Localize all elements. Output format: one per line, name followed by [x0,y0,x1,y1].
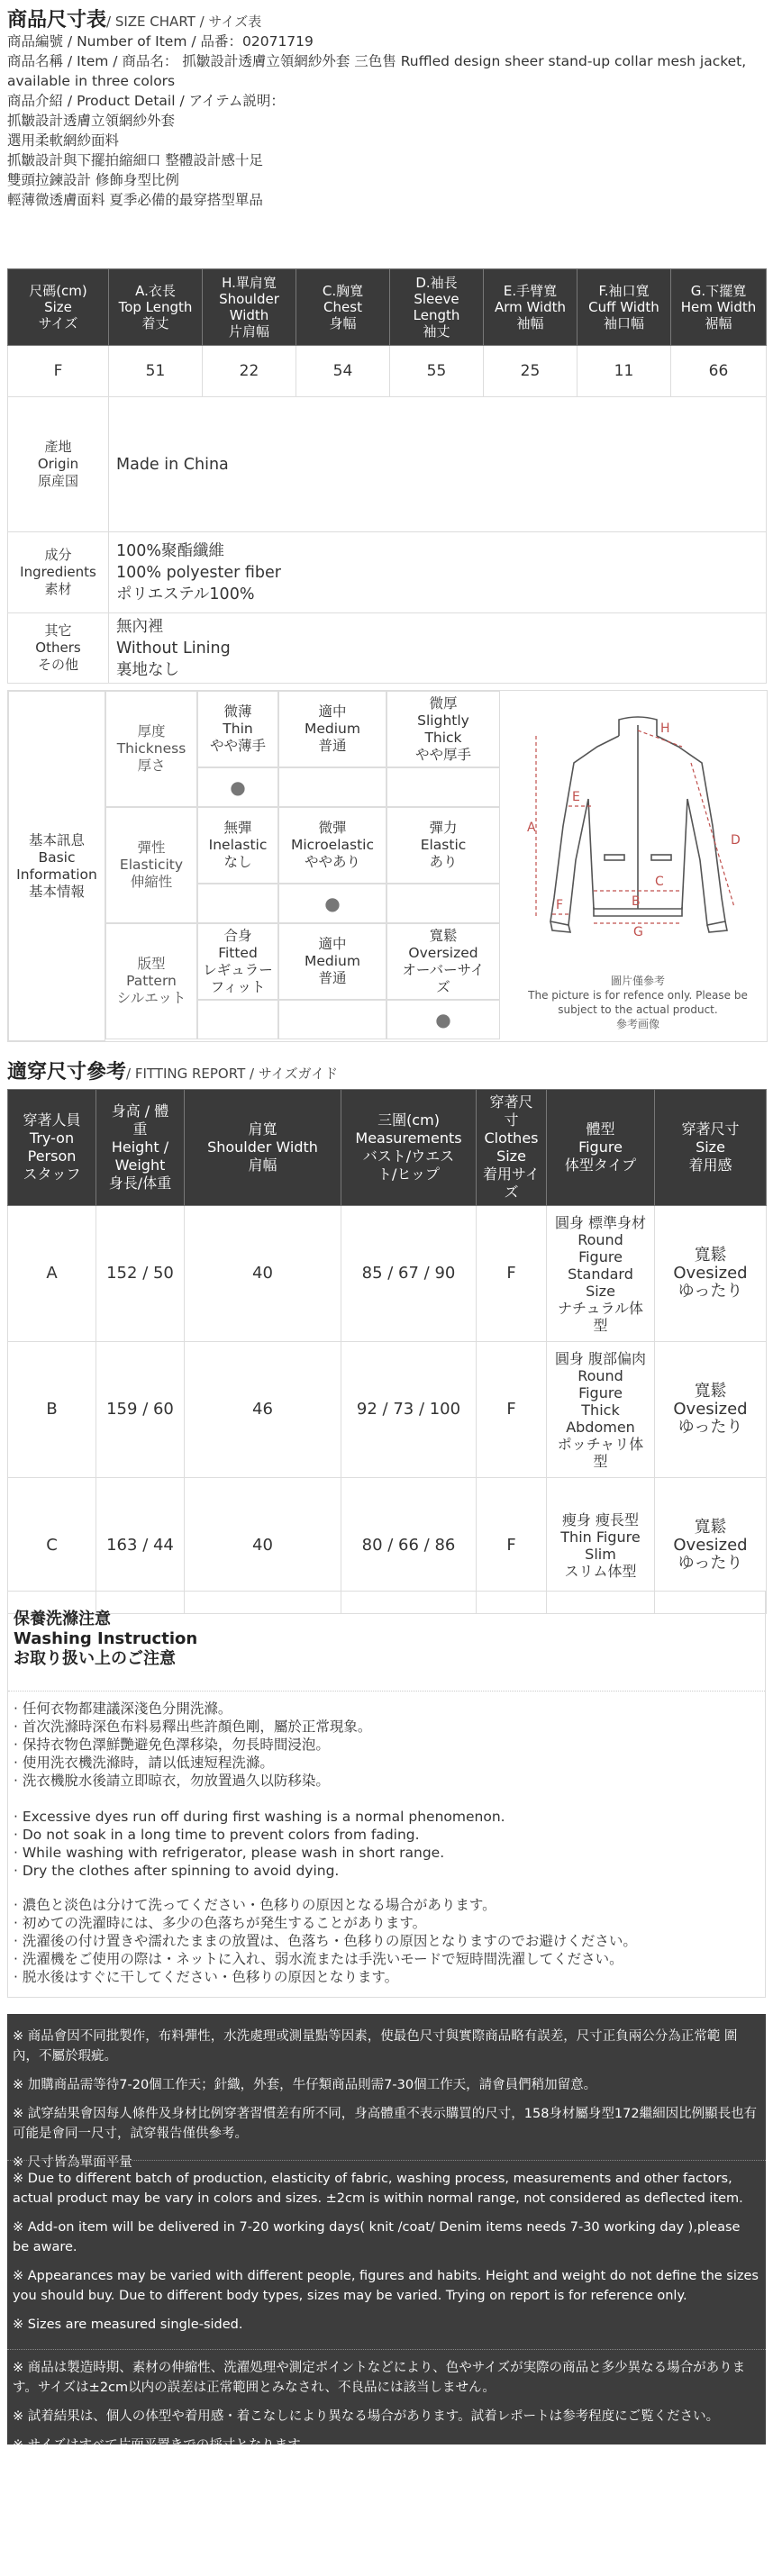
fitting-figure-text: Thin Figure [560,1528,641,1546]
fitting-header-cell [655,1090,767,1206]
fitting-header-text: 身長/体重 [108,1175,172,1192]
washing-list-zh [14,1700,371,1790]
product-info-line: 雙頭拉鍊設計 修飾身型比例 [7,172,179,188]
fitting-size: F [477,1342,547,1478]
washing-list-en [14,1808,505,1880]
fitting-measurements: 85 / 67 / 90 [341,1206,477,1342]
figure-caption-line: 圖片僅參考 [610,975,665,987]
fitting-header-text: Size [496,1147,526,1165]
size-chart-table [7,268,766,684]
basic-option-text: あり [429,854,458,870]
fitting-size: F [477,1206,547,1342]
fitting-fit-text: 寬鬆 [694,1382,727,1401]
fitting-height-weight: 152 / 50 [96,1206,185,1342]
fitting-header-cell [341,1090,477,1206]
figure-caption-line: subject to the actual product. [558,1003,718,1016]
product-info-line: 抓皺設計透膚立領網紗外套 [7,113,176,129]
note-item-ja: ※ 商品は製造時期、素材の伸縮性、洗濯処理や測定ポイントなどにより、色やサイズが実際の商品と多少異なる場合がありま す。サイズは±2cm以内の誤差は正常範囲とみなされ、不良品には該当しません。 [13,2361,746,2395]
size-header-text: E.手臂寬 [503,283,558,299]
basic-option [278,807,386,884]
basic-option-marker [197,1000,278,1039]
basic-info-label-text: Basic [38,848,76,866]
size-value-cell: 54 [296,346,390,397]
size-header-cell [109,269,203,346]
figure-caption-line: The picture is for refence only. Please be [528,989,748,1002]
fitting-header-cell [8,1090,96,1206]
fitting-header-text: スタッフ [23,1166,81,1183]
fitting-height-weight: 159 / 60 [96,1342,185,1478]
washing-item-ja: · 洗濯後の付け置きや濡れたままの放置は、色落ち・色移りの原因となりますのでお避けください。 [14,1933,637,1949]
figure-letter-D: D [731,833,741,848]
basic-option [197,807,278,884]
fitting-header-text: Figure [578,1138,623,1156]
fitting-header-text: 穿著尺 [489,1093,533,1111]
fitting-header-text: Size [696,1138,725,1156]
fitting-header-cell [185,1090,341,1206]
size-chart-title: 商品尺寸表 [7,9,107,32]
fitting-shoulder: 40 [185,1478,341,1614]
size-header-text: Cuff Width [588,299,659,315]
basic-option [386,691,500,767]
note-item-en: ※ Due to different batch of production, elasticity of fabric, washing process, measurements and other factors, actual product may be vary in colors and sizes. ±2cm is within normal range, not considered as deflected item. [13,2172,743,2206]
washing-item-zh: · 使用洗衣機洗滌時，請以低速短程洗滌。 [14,1755,274,1771]
fitting-figure-text: Figure [578,1247,623,1265]
fitting-figure-text: 瘦身 瘦長型 [561,1511,640,1528]
fitting-header-text: Measurements [355,1129,462,1147]
fitting-header-text: 着用サイ [483,1166,540,1183]
size-header-text: 袖丈 [423,323,450,340]
basic-option [386,807,500,884]
basic-option-text: Thick [424,729,462,746]
basic-option-text: 普通 [318,738,347,754]
notes-en [13,2169,760,2344]
washing-heading-line: Washing Instruction [14,1629,198,1648]
basic-option-text: ズ [436,978,450,995]
figure-caption [511,974,765,1031]
size-header-text: Shoulder [219,291,279,307]
size-value-cell: 55 [390,346,484,397]
basic-option-text: なし [223,854,252,870]
others-label-text: その他 [37,657,78,673]
figure-letter-C: C [655,875,664,889]
fitting-header-cell [477,1090,547,1206]
basic-attr-name-text: 彈性 [137,839,166,856]
fitting-fit-text: Ovesized [673,1400,748,1419]
washing-instruction-panel [7,1591,766,1998]
size-header-text: サイズ [38,315,78,331]
basic-option-text: 普通 [318,970,347,986]
jacket-diagram-icon [511,700,765,970]
fitting-row [8,1342,767,1478]
ingredients-label-text: 素材 [44,581,72,597]
fitting-fit-text: Ovesized [673,1264,748,1283]
size-header-text: C.胸寬 [322,283,364,299]
washing-item-ja: · 初めての洗濯時には、多少の色落ちが発生することがあります。 [14,1915,427,1931]
notes-ja [13,2358,760,2464]
size-header-text: Sleeve [414,291,459,307]
size-header-text: Size [44,299,72,315]
origin-label-text: 原産国 [37,473,78,489]
fitting-figure-text: Figure [578,1383,623,1401]
basic-option-text: Slightly [417,712,469,729]
fitting-fit-text: ゆったり [678,1554,743,1573]
fitting-header-row [8,1090,767,1206]
size-header-text: Length [413,307,460,323]
size-header-text: Chest [323,299,362,315]
basic-option-text: Medium [305,953,360,969]
size-value-cell: 25 [484,346,577,397]
basic-info-panel [7,690,768,1042]
basic-option-text: Microelastic [290,837,375,853]
basic-attr-name-text: 厚さ [137,757,166,774]
washing-item-ja: · 濃色と淡色は分けて洗ってください・色移りの原因となる場合があります。 [14,1897,496,1913]
size-header-text: Arm Width [494,299,567,315]
size-value-cell: 51 [109,346,203,397]
fitting-figure [547,1206,655,1342]
fitting-header-text: 體型 [586,1120,615,1138]
size-header-cell [296,269,390,346]
fitting-fit [655,1342,767,1478]
fitting-size: F [477,1478,547,1614]
others-label-text: Others [35,639,81,656]
ingredients-label [8,532,109,613]
size-header-text: 袖口幅 [603,315,644,331]
basic-option-text: ややあり [304,854,360,870]
fitting-person: C [8,1478,96,1614]
basic-option [278,691,386,767]
basic-attr-name-text: Thickness [116,740,186,757]
fitting-header-text: 体型タイプ [564,1156,637,1174]
figure-letter-F: F [556,898,564,912]
fitting-measurements: 92 / 73 / 100 [341,1342,477,1478]
figure-letter-A: A [527,821,536,835]
fitting-figure-text: Round [577,1366,623,1384]
others-value-text: 無內裡 [116,617,164,636]
figure-caption-line: 參考画像 [615,1018,659,1030]
washing-item-zh: · 洗衣機脫水後請立即晾衣，勿放置過久以防移染。 [14,1773,330,1789]
fitting-figure-text: Size [586,1282,615,1300]
product-info-line: 抓皺設計與下擺拍縮細口 整體設計感十足 [7,152,263,168]
washing-heading-line: 保養洗滌注意 [14,1610,111,1628]
others-label-text: 其它 [44,622,72,639]
note-item-zh: ※ 商品會因不同批製作，布料彈性，水洗處理或測量點等因素，使最色尺寸與實際商品略有誤差，尺寸正負兩公分為正常範 圍內，不屬於瑕疵。 [13,2029,738,2064]
fitting-figure-text: ポッチャリ体 [557,1435,644,1453]
product-info-line: 商品編號 / Number of Item / 品番：02071719 [7,33,314,50]
size-value-cell: 11 [577,346,671,397]
fitting-header-text: 穿著尺寸 [681,1120,740,1138]
size-header-cell [577,269,671,346]
basic-option-text: オーバーサイ [402,961,485,978]
fitting-figure-text: ナチュラル体 [557,1299,644,1317]
origin-label [8,397,109,532]
origin-value: Made in China [109,397,767,532]
washing-heading [14,1610,197,1669]
basic-option-marker [386,767,500,807]
basic-option-text: フィット [210,978,266,995]
basic-option-text: Medium [305,721,360,737]
basic-option [197,691,278,767]
basic-option-marker: ● [386,1000,500,1039]
basic-option-text: やや薄手 [209,738,266,754]
size-data-row [8,346,767,397]
fitting-header-cell [96,1090,185,1206]
size-value-cell: 22 [203,346,296,397]
size-header-text: A.衣長 [135,283,176,299]
size-header-text: H.單肩寬 [222,275,277,291]
notes-panel [7,2014,766,2453]
fitting-figure-text: 圓身 標準身材 [554,1213,647,1231]
basic-attr-name-text: 版型 [137,956,166,972]
note-item-zh: ※ 加購商品需等待7-20個工作天；針織，外套，牛仔類商品則需7-30個工作天，請會員們稍加留意。 [13,2078,597,2092]
fitting-figure-text: 型 [593,1316,608,1334]
fitting-row [8,1206,767,1342]
fitting-fit-text: 寬鬆 [694,1246,727,1265]
fitting-figure [547,1342,655,1478]
size-header-text: 尺碼(cm) [29,283,87,299]
washing-heading-line: お取り扱い上のご注意 [14,1649,176,1668]
product-info-line: 商品介紹 / Product Detail / アイテム説明： [7,93,285,109]
size-header-text: Hem Width [680,299,757,315]
basic-option-marker [197,884,278,923]
others-label [8,613,109,684]
note-item-ja: ※ 試着結果は、個人の体型や着用感・着こなしにより異なる場合があります。試着レポートは参考程度にご覧ください。 [13,2409,720,2424]
basic-info-label [8,691,105,1041]
basic-info-label-text: 基本訊息 [28,831,85,848]
fitting-header-text: Try-on [29,1129,75,1147]
basic-option-marker: ● [197,767,278,807]
ingredients-label-text: 成分 [44,547,72,563]
basic-option-text: 微薄 [223,703,252,720]
product-info-line: 商品名稱 / Item / 商品名： 抓皺設計透膚立領網紗外套 三色售 Ruffled design sheer stand-up collar mesh jacket, [7,53,747,69]
size-header-cell [484,269,577,346]
basic-option-text: Inelastic [208,837,268,853]
size-header-row [8,269,767,346]
basic-info-label-text: 基本情報 [28,883,85,900]
basic-option-marker: ● [278,884,386,923]
size-chart-subtitle: / SIZE CHART / サイズ表 [106,14,262,30]
fitting-person: A [8,1206,96,1342]
washing-list-ja [14,1896,637,1986]
basic-option [197,923,278,1000]
note-item-en: ※ Sizes are measured single-sided. [13,2317,243,2332]
size-value-cell: 66 [671,346,767,397]
fitting-figure-text: 型 [593,1452,608,1470]
fitting-header-text: 肩幅 [248,1156,277,1174]
fitting-shoulder: 46 [185,1342,341,1478]
fitting-shoulder: 40 [185,1206,341,1342]
ingredients-value-text: ポリエステル100% [116,585,255,603]
basic-attr-name-text: Elasticity [119,857,184,873]
fitting-header-text: 肩寬 [248,1120,277,1138]
fitting-header-text: Shoulder Width [207,1138,318,1156]
fitting-header-text: ト/ヒップ [377,1166,440,1183]
size-header-cell [671,269,767,346]
size-header-cell [390,269,484,346]
basic-option-text: 微厚 [429,694,458,712]
fitting-figure-text: スリム体型 [564,1563,637,1580]
basic-option-marker [278,767,386,807]
fitting-figure-text: Round [577,1230,623,1248]
basic-option-text: 微彈 [318,820,347,836]
size-header-text: 裾幅 [705,315,732,331]
size-header-text: Width [229,307,269,323]
origin-label-text: Origin [37,456,79,472]
size-header-cell [203,269,296,346]
basic-option-text: 適中 [318,703,347,720]
washing-item-zh: · 首次洗滌時深色布料易釋出些許顏色剛，屬於正常現象。 [14,1719,372,1735]
size-value-cell: F [8,346,109,397]
note-item-ja: ※ サイズはすべて片面平置きでの採寸となります。 [13,2438,314,2453]
fitting-person: B [8,1342,96,1478]
size-header-text: Top Length [118,299,193,315]
notes-zh [13,2027,760,2181]
ingredients-value-text: 100% polyester fiber [116,563,281,582]
basic-option-marker [278,1000,386,1039]
fitting-header-text: 穿著人員 [23,1111,81,1129]
basic-option [278,923,386,1000]
basic-attr-name-text: Pattern [126,973,177,989]
fitting-header-text: Height / [111,1138,169,1156]
fitting-header-text: 身高 / 體 [111,1102,169,1120]
ingredients-value-text: 100%聚酯纖維 [116,541,225,560]
ingredients-label-text: Ingredients [20,564,96,580]
product-header [7,11,766,210]
fitting-header-text: バスト/ウエス [362,1147,455,1165]
fitting-measurements: 80 / 66 / 86 [341,1478,477,1614]
size-header-text: D.袖長 [415,275,458,291]
product-info-line: 選用柔軟網紗面料 [7,132,120,149]
size-header-text: G.下擺寬 [690,283,747,299]
ingredients-value [109,532,767,613]
basic-option-text: 無彈 [223,820,252,836]
washing-item-zh: · 保持衣物色澤鮮艷避免色澤移染，勿長時間浸泡。 [14,1737,330,1753]
fitting-title-text: 適穿尺寸參考 [7,1061,127,1084]
washing-item-en: · While washing with refrigerator, please wash in short range. [14,1845,445,1861]
washing-item-en: · Dry the clothes after spinning to avoid dying. [14,1863,340,1879]
fitting-header-text: ズ [504,1184,519,1201]
fitting-fit-text: Ovesized [673,1536,748,1555]
fitting-header-text: 三圍(cm) [377,1111,440,1129]
washing-item-en: · Do not soak in a long time to prevent colors from fading. [14,1827,420,1843]
fitting-figure-text: Abdomen [566,1418,635,1436]
size-header-text: 着丈 [141,315,169,331]
basic-option-text: 適中 [318,936,347,952]
basic-attr-name-text: シルエット [116,990,186,1006]
basic-attr-name [105,807,197,923]
washing-item-zh: · 任何衣物都建議深淺色分開洗滌。 [14,1701,232,1717]
fitting-header-text: Person [27,1147,77,1165]
size-header-text: 片肩幅 [228,323,269,340]
product-info-line: available in three colors [7,73,176,89]
basic-attr-name-text: 伸縮性 [130,874,173,890]
size-header-text: F.袖口寬 [598,283,650,299]
fitting-figure-text: Thick [581,1401,620,1419]
basic-info-label-text: Information [16,866,97,883]
figure-letter-H: H [660,721,670,736]
fitting-header-text: 着用感 [688,1156,732,1174]
others-value-text: 裏地なし [116,660,179,679]
basic-attr-name [105,923,197,1039]
fitting-subtitle: / FITTING REPORT / サイズガイド [126,1066,339,1082]
fitting-figure-text: Slim [585,1546,616,1563]
note-item-zh: ※ 尺寸皆為單面平量 [13,2155,132,2170]
basic-option-text: レギュラー [203,961,273,978]
fitting-fit-text: ゆったり [678,1418,743,1437]
fitting-fit-text: 寬鬆 [694,1518,727,1537]
note-item-zh: ※ 試穿結果會因每人條件及身材比例穿著習慣差有所不同，身高體重不表示購買的尺寸，158身材屬身型172繼細因比例顯長也有可能是會同一尺寸，試穿報告僅供參考。 [13,2107,758,2141]
fitting-figure-text: 圓身 腹部偏肉 [554,1349,647,1367]
fitting-fit [655,1206,767,1342]
size-header-text: 身幅 [329,315,357,331]
fitting-report-title [7,1057,766,1084]
fitting-header-text: Clothes [484,1129,539,1147]
basic-option-text: 彈力 [429,820,458,836]
basic-option-marker [386,884,500,923]
washing-item-en: · Excessive dyes run off during first washing is a normal phenomenon. [14,1809,505,1825]
basic-option-text: 合身 [223,927,252,944]
fitting-figure-text: Standard [568,1265,633,1283]
fitting-report-table [7,1089,766,1614]
others-value [109,613,767,684]
fitting-header-text: 重 [132,1120,148,1138]
basic-option-text: Thin [223,721,253,737]
fitting-header-text: Weight [114,1156,166,1174]
fitting-header-cell [547,1090,655,1206]
fitting-fit-text: ゆったり [678,1282,743,1301]
note-item-en: ※ Appearances may be varied with different people, figures and habits. Height and weight do not define the sizes you should buy. Due to different body types, sizes may be varied. Trying on report is for reference only. [13,2269,759,2303]
basic-attr-name [105,691,197,807]
others-value-text: Without Lining [116,639,231,658]
basic-attr-name-text: 厚度 [137,723,166,739]
basic-option-text: 寬鬆 [429,927,458,944]
basic-option [386,923,500,1000]
jacket-figure [511,700,765,1033]
product-info-line: 輕薄微透膚面料 夏季必備的最穿搭型單品 [7,192,263,208]
washing-item-ja: · 洗濯機をご使用の際は・ネットに入れ、弱水流または手洗いモードで短時間洗濯してください。 [14,1951,623,1967]
basic-option-text: Elastic [420,837,467,853]
figure-letter-B: B [632,894,641,909]
note-item-en: ※ Add-on item will be delivered in 7-20 working days( knit /coat/ Denim items needs 7-30 working day ),please be aware. [13,2220,741,2254]
figure-letter-E: E [572,790,580,804]
fitting-header-text: 寸 [504,1111,519,1129]
washing-item-ja: · 脱水後はすぐに干してください・色移りの原因となります。 [14,1969,399,1985]
figure-letter-G: G [633,925,643,939]
product-info-lines [7,32,766,210]
origin-label-text: 產地 [44,439,72,455]
basic-option-text: Fitted [218,944,258,961]
size-header-text: 袖幅 [516,315,544,331]
basic-option-text: Oversized [408,944,478,961]
size-header-cell [8,269,109,346]
fitting-height-weight: 163 / 44 [96,1478,185,1614]
basic-option-text: やや厚手 [414,746,471,763]
